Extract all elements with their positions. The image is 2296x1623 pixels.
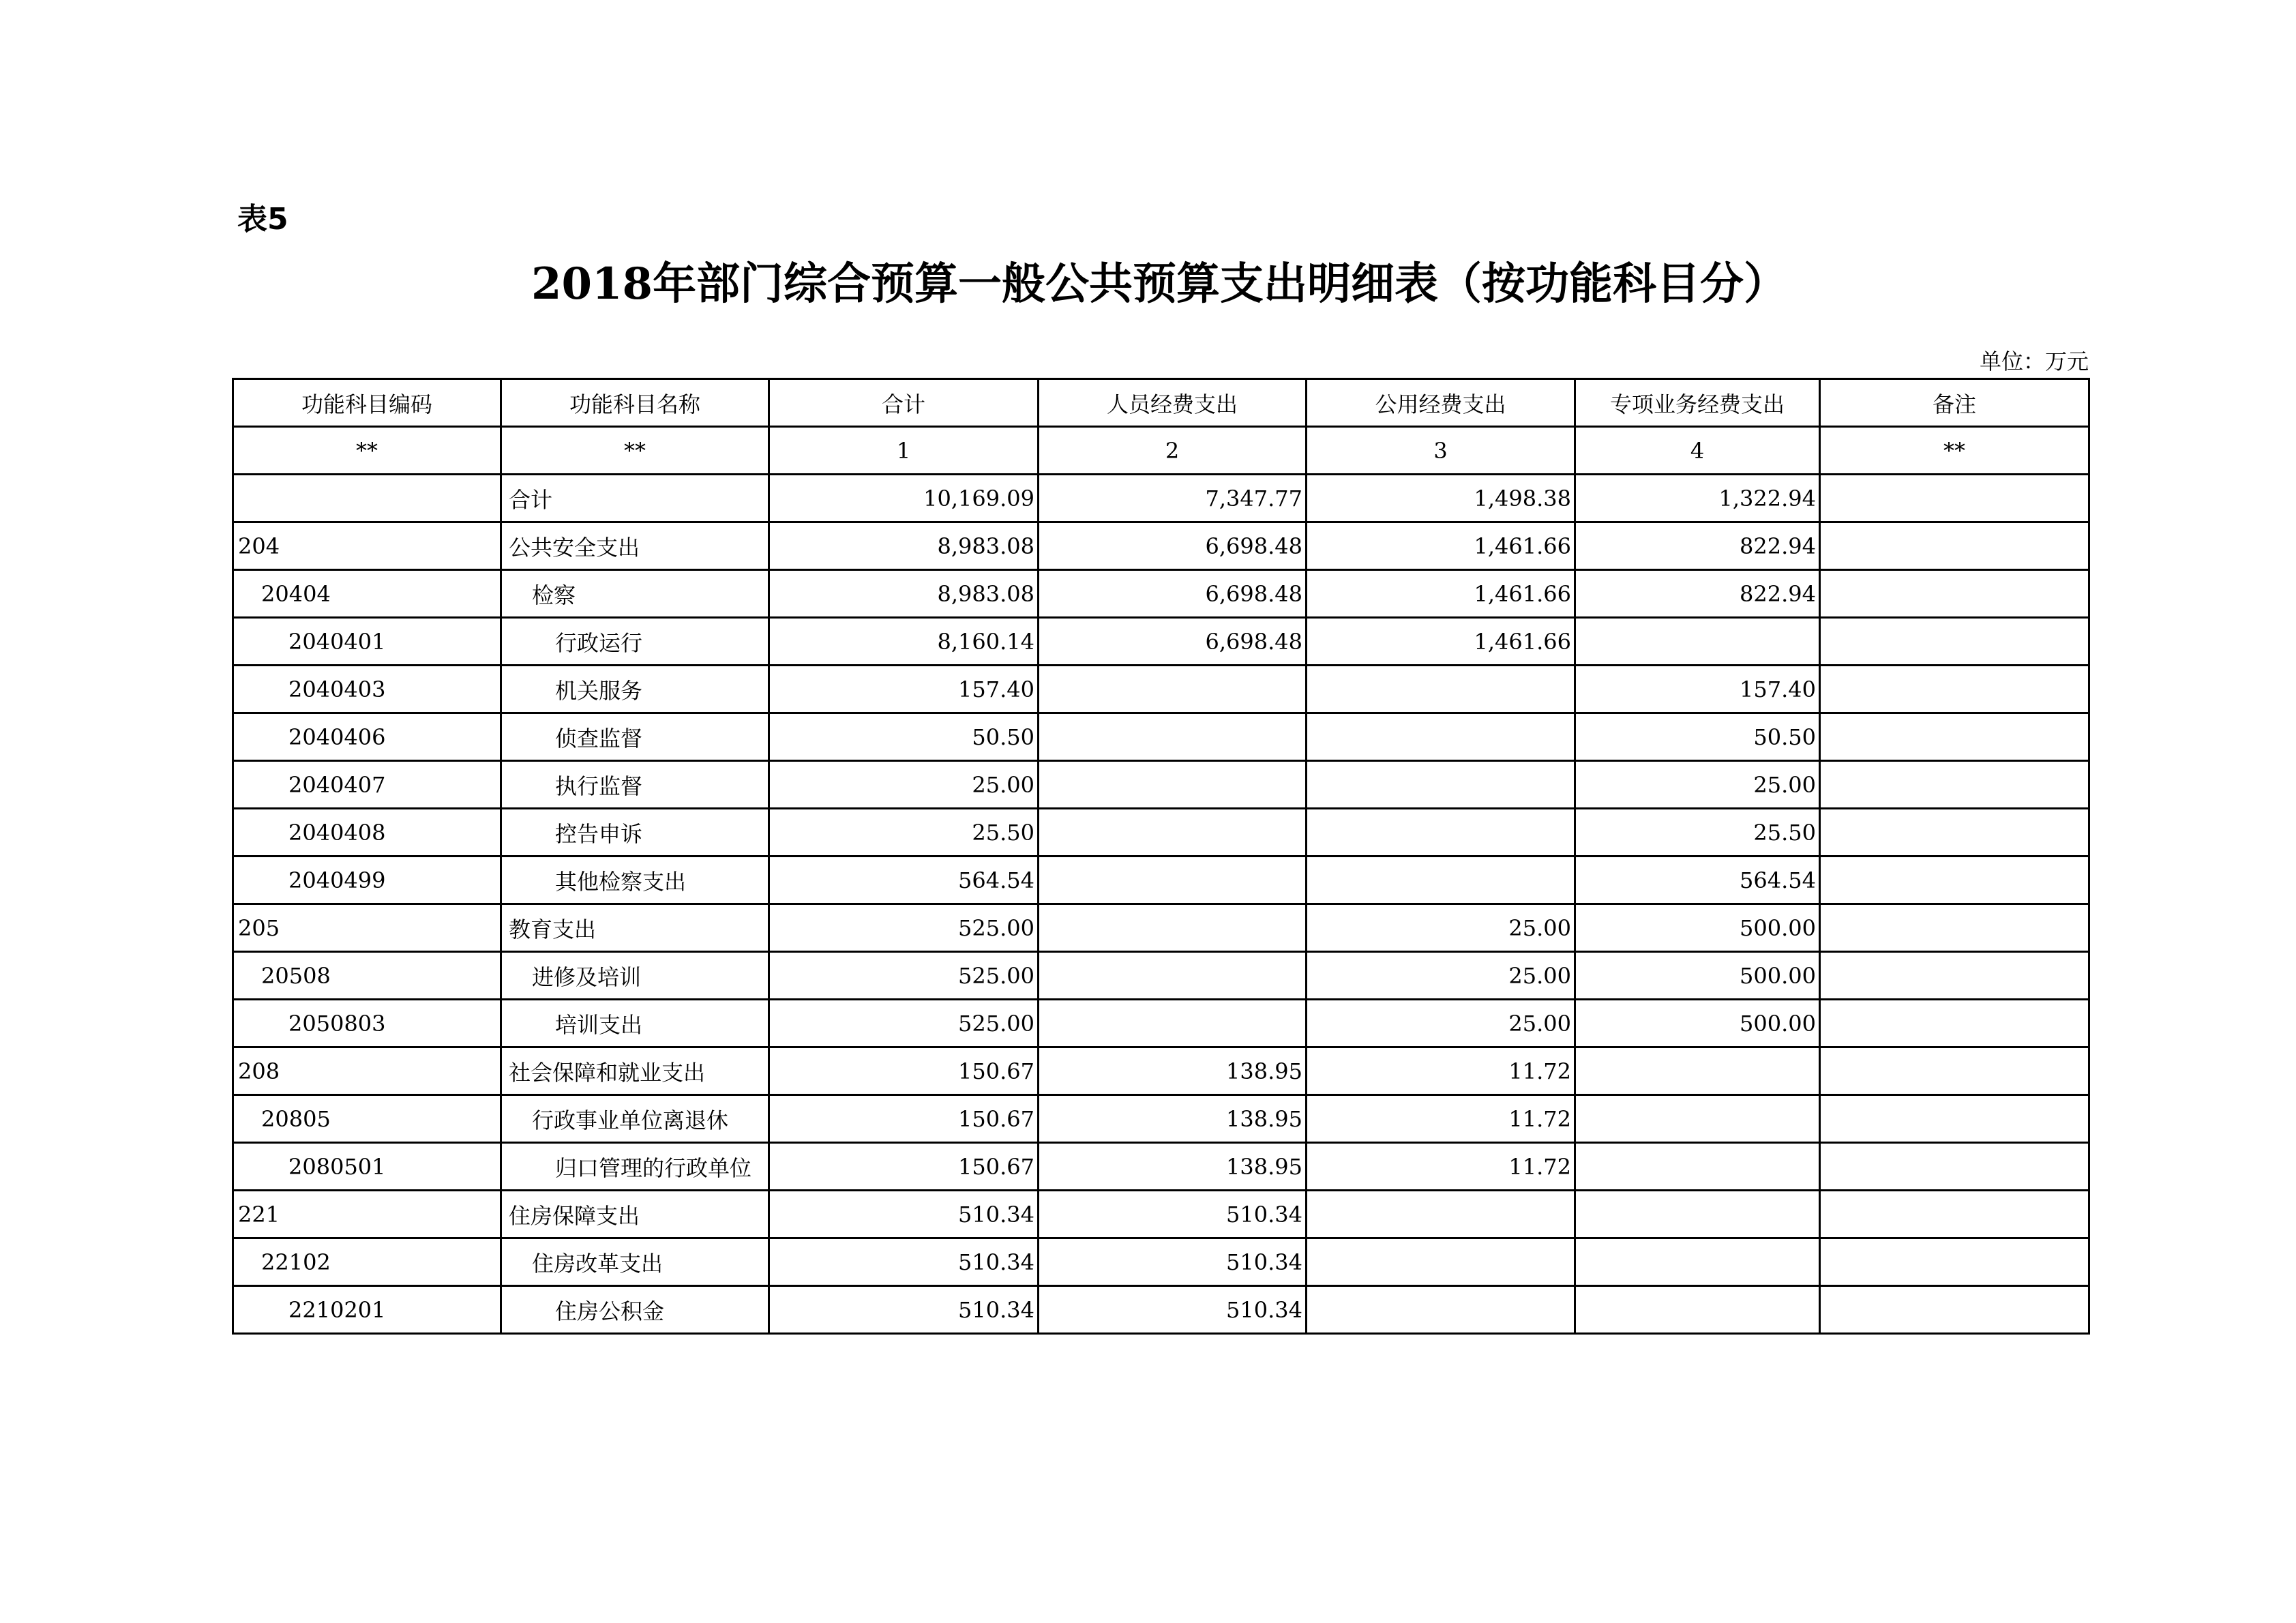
cell-public: 11.72 [1307,1143,1575,1191]
cell-special: 500.00 [1575,904,1820,952]
cell-personnel [1039,666,1307,713]
table-row [233,904,2089,952]
cell-note [1820,1047,2089,1095]
cell-name: 住房公积金 [501,1286,769,1334]
table-row [233,809,2089,857]
cell-note [1820,952,2089,1000]
cell-note [1820,713,2089,761]
cell-special: 1,322.94 [1575,475,1820,522]
cell-name: 公共安全支出 [501,522,769,570]
table-index-row [233,427,2089,475]
table-row [233,1286,2089,1334]
cell-code: 20404 [233,570,501,618]
cell-code: 20508 [233,952,501,1000]
index-code: ** [233,427,501,475]
cell-public: 1,461.66 [1307,522,1575,570]
cell-name: 行政运行 [501,618,769,666]
cell-public [1307,1286,1575,1334]
header-name: 功能科目名称 [501,379,769,427]
cell-note [1820,522,2089,570]
cell-special [1575,618,1820,666]
header-note: 备注 [1820,379,2089,427]
cell-public [1307,809,1575,857]
cell-personnel: 510.34 [1039,1238,1307,1286]
cell-name: 控告申诉 [501,809,769,857]
table-row [233,1047,2089,1095]
cell-code: 2050803 [233,1000,501,1047]
cell-total: 510.34 [769,1286,1039,1334]
cell-public: 1,461.66 [1307,570,1575,618]
cell-public [1307,713,1575,761]
table-row [233,713,2089,761]
cell-total: 157.40 [769,666,1039,713]
cell-personnel: 7,347.77 [1039,475,1307,522]
cell-personnel: 138.95 [1039,1095,1307,1143]
table-row [233,857,2089,904]
index-public: 3 [1307,427,1575,475]
cell-note [1820,1286,2089,1334]
header-personnel: 人员经费支出 [1039,379,1307,427]
cell-name: 进修及培训 [501,952,769,1000]
cell-total: 25.00 [769,761,1039,809]
cell-code: 2040407 [233,761,501,809]
cell-personnel: 510.34 [1039,1286,1307,1334]
cell-special [1575,1191,1820,1238]
cell-personnel [1039,857,1307,904]
cell-note [1820,475,2089,522]
table-row [233,952,2089,1000]
cell-special: 500.00 [1575,1000,1820,1047]
cell-public [1307,1238,1575,1286]
cell-public [1307,857,1575,904]
cell-total: 150.67 [769,1143,1039,1191]
table-row [233,570,2089,618]
cell-public: 1,461.66 [1307,618,1575,666]
cell-special [1575,1047,1820,1095]
cell-code: 2040401 [233,618,501,666]
cell-personnel: 138.95 [1039,1047,1307,1095]
cell-total: 525.00 [769,952,1039,1000]
cell-name: 其他检察支出 [501,857,769,904]
cell-code: 2040499 [233,857,501,904]
cell-special: 822.94 [1575,570,1820,618]
cell-note [1820,761,2089,809]
table-row [233,666,2089,713]
table-header-row [233,379,2089,427]
cell-code: 2040408 [233,809,501,857]
cell-personnel [1039,761,1307,809]
cell-name: 住房改革支出 [501,1238,769,1286]
cell-note [1820,1095,2089,1143]
header-public: 公用经费支出 [1307,379,1575,427]
cell-special: 822.94 [1575,522,1820,570]
cell-name: 培训支出 [501,1000,769,1047]
cell-code: 20805 [233,1095,501,1143]
cell-name: 行政事业单位离退休 [501,1095,769,1143]
cell-code: 205 [233,904,501,952]
cell-note [1820,666,2089,713]
cell-name: 住房保障支出 [501,1191,769,1238]
cell-note [1820,1238,2089,1286]
page-title: 2018年部门综合预算一般公共预算支出明细表（按功能科目分） [531,258,1788,310]
cell-name: 机关服务 [501,666,769,713]
cell-public: 25.00 [1307,1000,1575,1047]
cell-total: 50.50 [769,713,1039,761]
cell-public: 11.72 [1307,1047,1575,1095]
cell-personnel: 6,698.48 [1039,570,1307,618]
cell-total: 150.67 [769,1095,1039,1143]
cell-name: 检察 [501,570,769,618]
cell-special: 50.50 [1575,713,1820,761]
index-total: 1 [769,427,1039,475]
cell-personnel: 138.95 [1039,1143,1307,1191]
cell-note [1820,809,2089,857]
cell-total: 10,169.09 [769,475,1039,522]
cell-personnel [1039,952,1307,1000]
cell-public: 25.00 [1307,952,1575,1000]
cell-note [1820,1143,2089,1191]
cell-note [1820,857,2089,904]
cell-name: 归口管理的行政单位 [501,1143,769,1191]
cell-special: 500.00 [1575,952,1820,1000]
table-row [233,1238,2089,1286]
cell-personnel: 6,698.48 [1039,618,1307,666]
cell-total: 510.34 [769,1238,1039,1286]
table-row [233,1000,2089,1047]
table-row [233,475,2089,522]
header-special: 专项业务经费支出 [1575,379,1820,427]
cell-public: 11.72 [1307,1095,1575,1143]
header-code: 功能科目编码 [233,379,501,427]
table-row [233,1143,2089,1191]
cell-note [1820,1191,2089,1238]
cell-code: 2040403 [233,666,501,713]
cell-name: 合计 [501,475,769,522]
cell-personnel: 510.34 [1039,1191,1307,1238]
cell-special: 564.54 [1575,857,1820,904]
cell-public [1307,1191,1575,1238]
cell-total: 8,160.14 [769,618,1039,666]
cell-note [1820,570,2089,618]
cell-total: 564.54 [769,857,1039,904]
cell-public [1307,761,1575,809]
cell-name: 侦查监督 [501,713,769,761]
cell-total: 150.67 [769,1047,1039,1095]
index-personnel: 2 [1039,427,1307,475]
table-row [233,1095,2089,1143]
cell-special [1575,1286,1820,1334]
cell-special: 25.50 [1575,809,1820,857]
cell-name: 执行监督 [501,761,769,809]
header-total: 合计 [769,379,1039,427]
cell-special: 157.40 [1575,666,1820,713]
index-name: ** [501,427,769,475]
table-row [233,1191,2089,1238]
cell-code: 22102 [233,1238,501,1286]
cell-public [1307,666,1575,713]
cell-total: 510.34 [769,1191,1039,1238]
cell-total: 8,983.08 [769,522,1039,570]
index-note: ** [1820,427,2089,475]
cell-name: 社会保障和就业支出 [501,1047,769,1095]
cell-code: 2080501 [233,1143,501,1191]
cell-code: 221 [233,1191,501,1238]
table-row [233,761,2089,809]
table-row [233,522,2089,570]
cell-code: 2210201 [233,1286,501,1334]
cell-note [1820,618,2089,666]
table-body [233,475,2089,1334]
cell-code: 208 [233,1047,501,1095]
cell-code: 204 [233,522,501,570]
index-special: 4 [1575,427,1820,475]
cell-total: 525.00 [769,904,1039,952]
cell-public: 1,498.38 [1307,475,1575,522]
cell-special [1575,1238,1820,1286]
budget-table [232,378,2090,1335]
cell-name: 教育支出 [501,904,769,952]
cell-special: 25.00 [1575,761,1820,809]
cell-personnel: 6,698.48 [1039,522,1307,570]
cell-code [233,475,501,522]
cell-special [1575,1095,1820,1143]
cell-note [1820,1000,2089,1047]
cell-total: 8,983.08 [769,570,1039,618]
cell-special [1575,1143,1820,1191]
table-row [233,618,2089,666]
cell-total: 25.50 [769,809,1039,857]
cell-personnel [1039,713,1307,761]
table-label: 表5 [237,202,288,237]
cell-total: 525.00 [769,1000,1039,1047]
cell-personnel [1039,809,1307,857]
cell-code: 2040406 [233,713,501,761]
cell-note [1820,904,2089,952]
unit-label: 单位：万元 [1979,348,2089,374]
cell-personnel [1039,904,1307,952]
cell-public: 25.00 [1307,904,1575,952]
cell-personnel [1039,1000,1307,1047]
